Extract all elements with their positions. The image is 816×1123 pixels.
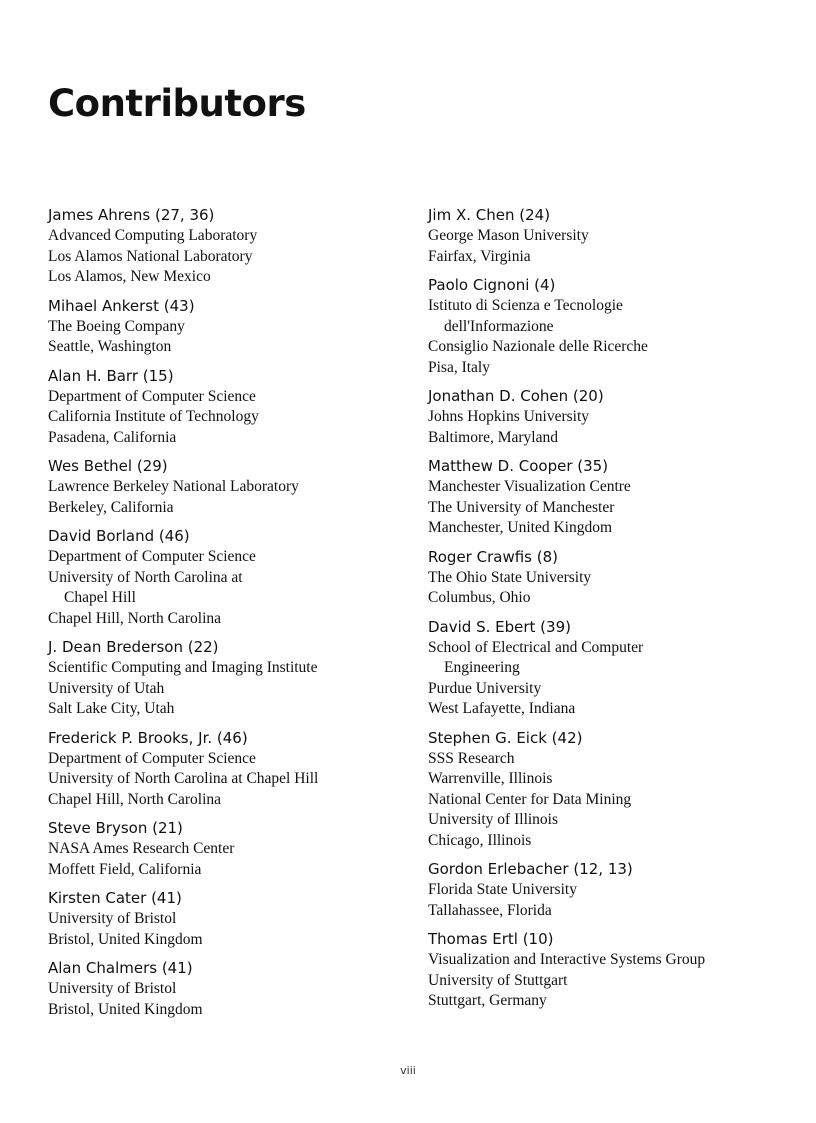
affiliation-line: The Boeing Company <box>48 317 185 335</box>
contributor-name: Alan H. Barr (15) <box>48 366 174 385</box>
affiliation-line: Engineering <box>444 659 520 676</box>
location-line: Manchester, United Kingdom <box>428 519 613 536</box>
location-line: Seattle, Washington <box>48 338 172 355</box>
affiliation-line: SSS Research <box>428 749 515 767</box>
affiliation-line: University of Bristol <box>48 980 177 997</box>
affiliation-line: University of Illinois <box>428 811 559 828</box>
location-line: Bristol, United Kingdom <box>48 1000 203 1018</box>
contributor-entry <box>48 817 408 880</box>
contributor-entry <box>428 274 798 378</box>
contributor-name: Steve Bryson (21) <box>48 819 183 837</box>
affiliation-line: Manchester Visualization Centre <box>428 478 631 495</box>
affiliation-line: University of Stuttgart <box>428 971 568 989</box>
contributor-entry <box>428 727 798 852</box>
location-line: Salt Lake City, Utah <box>48 700 175 717</box>
location-line: Tallahassee, Florida <box>428 901 552 919</box>
affiliation-line: University of Utah <box>48 679 165 697</box>
contributor-name: Thomas Ertl (10) <box>428 930 554 948</box>
location-line: Chicago, Illinois <box>428 831 532 849</box>
contributor-entry <box>48 957 408 1020</box>
affiliation-line: George Mason University <box>428 227 589 244</box>
location-line: Baltimore, Maryland <box>428 428 558 446</box>
contributors-right-column <box>428 204 798 1019</box>
contributor-name: Mihael Ankerst (43) <box>48 296 195 315</box>
location-line: Fairfax, Virginia <box>428 247 531 265</box>
contributor-name: Paolo Cignoni (4) <box>428 276 556 294</box>
affiliation-line: University of Bristol <box>48 910 177 927</box>
contributor-name: Jonathan D. Cohen (20) <box>428 387 604 405</box>
contributor-entry <box>428 385 798 448</box>
affiliation-line: Department of Computer Science <box>48 548 256 565</box>
contributor-name: Alan Chalmers (41) <box>48 959 193 977</box>
contributor-name: James Ahrens (27, 36) <box>48 206 215 224</box>
contributor-entry <box>48 525 408 629</box>
location-line: Pasadena, California <box>48 428 177 446</box>
affiliation-line: Department of Computer Science <box>48 387 256 405</box>
contributor-name: J. Dean Brederson (22) <box>48 638 219 656</box>
contributor-entry <box>48 365 408 449</box>
contributor-name: Matthew D. Cooper (35) <box>428 457 609 475</box>
contributor-name: David S. Ebert (39) <box>428 617 571 636</box>
location-line: Chapel Hill, North Carolina <box>48 609 222 627</box>
affiliation-line: Florida State University <box>428 881 577 898</box>
affiliation-line: Lawrence Berkeley National Laboratory <box>48 478 299 495</box>
contributor-name: Gordon Erlebacher (12, 13) <box>428 860 633 878</box>
location-line: Moffett Field, California <box>48 860 202 878</box>
contributors-left-column <box>48 204 408 1027</box>
affiliation-line: Visualization and Interactive Systems Group <box>428 951 706 968</box>
affiliation-line: Scientific Computing and Imaging Institute <box>48 659 318 676</box>
contributor-entry <box>428 616 798 720</box>
contributor-entry <box>428 455 798 539</box>
affiliation-line: Los Alamos National Laboratory <box>48 247 253 265</box>
affiliation-line: University of North Carolina at Chapel Hill <box>48 770 319 787</box>
contributor-name: Roger Crawfis (8) <box>428 547 558 566</box>
contributor-name: Kirsten Cater (41) <box>48 889 182 907</box>
affiliation-line: National Center for Data Mining <box>428 790 632 808</box>
contributor-entry <box>48 455 408 518</box>
contributor-entry <box>428 546 798 609</box>
affiliation-line: dell'Informazione <box>444 317 554 335</box>
contributor-entry <box>48 295 408 358</box>
affiliation-line: Purdue University <box>428 679 542 697</box>
location-line: West Lafayette, Indiana <box>428 700 576 717</box>
location-line: Chapel Hill, North Carolina <box>48 790 222 808</box>
contributor-entry <box>48 727 408 811</box>
location-line: Los Alamos, New Mexico <box>48 268 211 285</box>
location-line: Pisa, Italy <box>428 358 490 376</box>
contributor-entry <box>48 636 408 720</box>
contributor-name: Jim X. Chen (24) <box>428 206 551 224</box>
contributor-name: Frederick P. Brooks, Jr. (46) <box>48 728 248 747</box>
affiliation-line: University of North Carolina at <box>48 568 243 586</box>
contributor-entry <box>428 928 798 1012</box>
location-line: Warrenville, Illinois <box>428 770 553 787</box>
affiliation-line: Chapel Hill <box>64 589 136 606</box>
contributor-entry <box>48 204 408 288</box>
affiliation-line: Department of Computer Science <box>48 749 256 767</box>
location-line: Bristol, United Kingdom <box>48 930 203 948</box>
affiliation-line: NASA Ames Research Center <box>48 840 235 857</box>
location-line: Columbus, Ohio <box>428 589 531 606</box>
page-title: Contributors <box>48 82 306 125</box>
affiliation-line: Consiglio Nazionale delle Ricerche <box>428 338 648 355</box>
location-line: Berkeley, California <box>48 498 174 516</box>
contributor-entry <box>48 887 408 950</box>
affiliation-line: Istituto di Scienza e Tecnologie <box>428 297 623 314</box>
contributor-name: David Borland (46) <box>48 527 190 545</box>
affiliation-line: Advanced Computing Laboratory <box>48 227 258 244</box>
contributor-entry <box>428 204 798 267</box>
contributor-name: Stephen G. Eick (42) <box>428 728 583 747</box>
affiliation-line: The Ohio State University <box>428 568 592 586</box>
affiliation-line: Johns Hopkins University <box>428 408 590 425</box>
affiliation-line: School of Electrical and Computer <box>428 638 644 656</box>
location-line: Stuttgart, Germany <box>428 992 547 1009</box>
affiliation-line: California Institute of Technology <box>48 408 259 425</box>
contributor-name: Wes Bethel (29) <box>48 457 168 475</box>
page-number: viii <box>400 1064 416 1077</box>
affiliation-line: The University of Manchester <box>428 498 615 516</box>
contributor-entry <box>428 858 798 921</box>
